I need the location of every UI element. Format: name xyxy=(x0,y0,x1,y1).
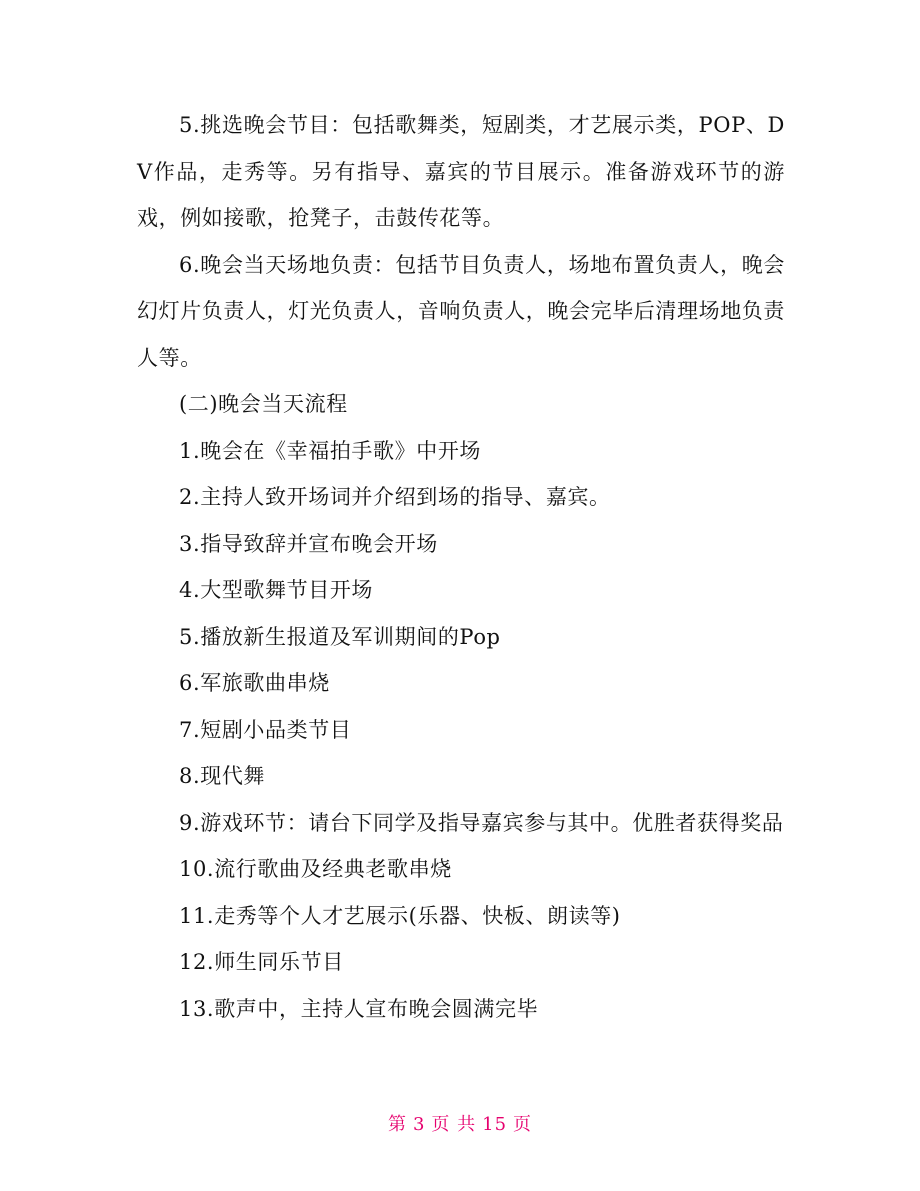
list-item: 1.晚会在《幸福拍手歌》中开场 xyxy=(179,438,482,463)
list-item: 5.播放新生报道及军训期间的Pop xyxy=(179,624,501,649)
list-item: 10.流行歌曲及经典老歌串烧 xyxy=(179,857,452,881)
footer-suffix: 页 xyxy=(513,1114,533,1135)
page-number-footer xyxy=(0,1113,920,1137)
footer-total-pages: 15 xyxy=(482,1114,508,1135)
list-item: 13.歌声中，主持人宣布晚会圆满完毕 xyxy=(179,996,539,1021)
list-item: 9.游戏环节：请台下同学及指导嘉宾参与其中。优胜者获得奖品 xyxy=(179,810,784,835)
list-item: 3.指导致辞并宣布晚会开场 xyxy=(179,531,438,556)
footer-middle: 页 共 xyxy=(431,1114,477,1135)
list-item: 6.军旅歌曲串烧 xyxy=(179,671,330,695)
section-heading-evening-process: (二)晚会当天流程 xyxy=(179,392,348,416)
list-item: 8.现代舞 xyxy=(179,764,266,788)
footer-current-page: 3 xyxy=(412,1114,426,1135)
list-item: 2.主持人致开场词并介绍到场的指导、嘉宾。 xyxy=(179,485,611,509)
document-body xyxy=(137,102,785,1032)
list-item: 11.走秀等个人才艺展示(乐器、快板、朗读等) xyxy=(179,903,621,928)
list-item: 4.大型歌舞节目开场 xyxy=(179,578,374,602)
paragraph-venue-responsibility: 6.晚会当天场地负责：包括节目负责人，场地布置负责人，晚会幻灯片负责人，灯光负责人，音响负责人，晚会完毕后清理场地负责人等。 xyxy=(137,252,785,370)
paragraph-program-selection: 5.挑选晚会节目：包括歌舞类，短剧类，才艺展示类，POP、DV作品，走秀等。另有指导、嘉宾的节目展示。准备游戏环节的游戏，例如接歌，抢凳子，击鼓传花等。 xyxy=(137,113,785,230)
list-item: 7.短剧小品类节目 xyxy=(179,717,352,742)
list-item: 12.师生同乐节目 xyxy=(179,950,344,974)
footer-prefix: 第 xyxy=(387,1114,407,1135)
